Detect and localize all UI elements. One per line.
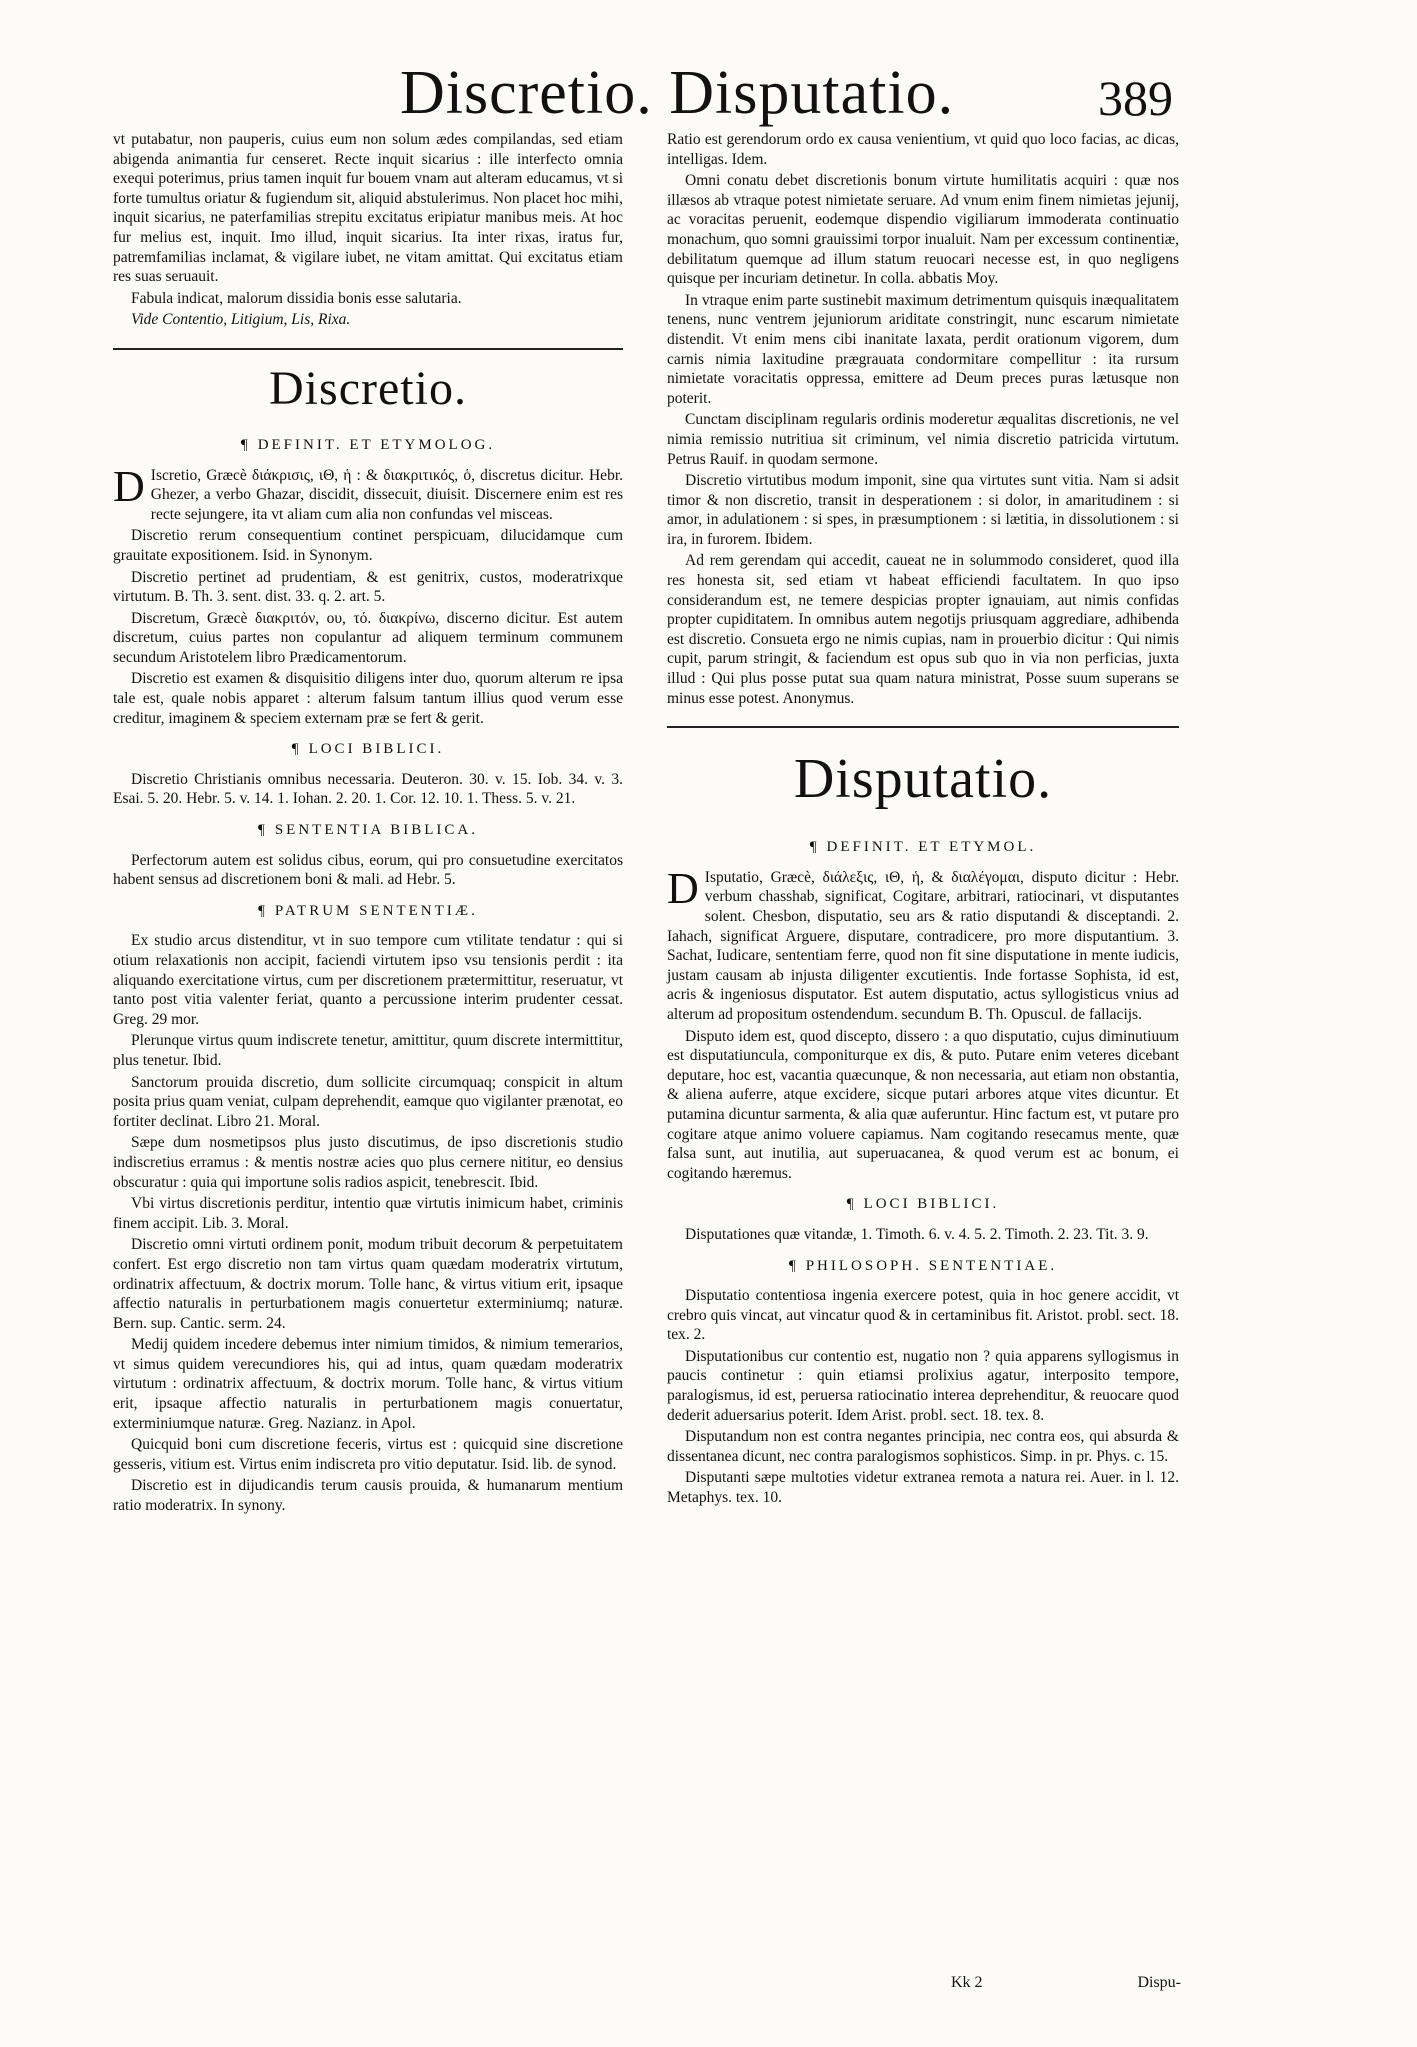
fable-moral: Fabula indicat, malorum dissidia bonis esse salutaria.: [131, 289, 462, 307]
biblical-reference: Disputationes quæ vitandæ, 1. Timoth. 6. v. 4. 5. 2. Timoth. 2. 23. Tit. 3. 9.: [685, 1225, 1149, 1243]
patristic-sentence: Vbi virtus discretionis perditur, intentio quæ virtutis inimicum habet, criminis finem accipit. Lib. 3. Moral.: [113, 1195, 623, 1232]
subheading-patrum-sententiae: ¶ PATRUM SENTENTIÆ.: [258, 902, 478, 919]
left-column: [113, 130, 623, 1518]
definition-paragraph: Discretio est examen & disquisitio diligens inter duo, quorum alterum re ipsa tale est, quale nobis apparet : alterum falsum tantum illius quod verum esse creditur, imaginem & speciem externam præ se fert & gerit.: [113, 670, 623, 727]
definition-paragraph: D Isputatio, Græcè, διάλεξις, ιΘ, ἡ, & διαλέγομαι, disputo dicitur : Hebr. verbum chasshab, significat, Cogitare, arbitrari, ratiocinari, vt disputantes solent. Chesbon, disputatio, seu ars & ratio disputandi & disceptandi. 2. Iahach, significat Arguere, disputare, contradicere, pro more disputantium. 3. Sachat, Iudicare, sententiam ferre, quod non fit sine disputatione in mente iudicis, justam causam ab injusta diligenter excutientis. Inde fortasse Sophista, id est, acris & ingeniosus disputator. Est autem disputatio, actus syllogisticus vnius ad alterum ad propositum ostendendum. secundum B. Th. Opuscul. de fallacijs.: [667, 863, 1179, 1023]
drop-cap: D: [667, 863, 699, 913]
fable-paragraph: vt putabatur, non pauperis, cuius eum non solum ædes compilandas, sed etiam abigenda animantia fur censeret. Recte inquit sicarius : ille interfecto omnia exequi poterimus, prius tamen inquit fur bouem vnam aut alteram educamus, vt si forte tumultus oriatur & fugiendum sit, aliquid abstulerimus. Non placet hoc mihi, inquit sicarius, ne paterfamilias strepitu excitatus eripiatur manibus meis. At hoc fur melius est, inquit. Imo illud, inquit sicarius. Ita inter rixas, iratus fur, patremfamilias inclamat, & vigilare iubet, ne vitam amittat. Qui excitatus etiam res suas seruauit.: [113, 131, 623, 286]
signature-mark: Kk 2: [951, 1974, 983, 1991]
section-mark: ¶: [788, 1257, 796, 1274]
definition-paragraph: Discretum, Græcè διακριτόν, ου, τό. διακρίνω, discerno dicitur. Est autem discretum, cuius partes non copulantur ad aliquem terminum communem secundum Aristotelem libro Prædicamentorum.: [113, 609, 623, 666]
subheading-definit: ¶ DEFINIT. ET ETYMOLOG.: [240, 436, 496, 453]
biblical-sentence: Perfectorum autem est solidus cibus, eorum, qui pro consuetudine exercitatos habent sensus ad discretionem boni & mali. ad Hebr. 5.: [113, 851, 623, 889]
philosophical-sentence: Disputatio contentiosa ingenia exercere potest, quia in hoc genere accidit, vt crebro quis vincat, aut vincatur quod & in certaminibus fit. Aristot. probl. sect. 18. tex. 2.: [667, 1287, 1179, 1344]
biblical-reference: Discretio Christianis omnibus necessaria. Deuteron. 30. v. 15. Iob. 34. v. 3. Esai. 5. 20. Hebr. 5. v. 14. 1. Iohan. 2. 20. 1. Cor. 12. 10. 1. Thess. 5. v. 21.: [113, 770, 623, 808]
subheading-loci-biblici: ¶ LOCI BIBLICI.: [846, 1196, 1000, 1213]
philosophical-sentence: Disputationibus cur contentio est, nugatio non ? quia apparens syllogismus in paucis continetur : quin etiamsi prolixius agatur, interposito tempore, paralogismus, id est, peruersa ratiocinatio interea deprehenditur, & reuocare quod dederit aduersarius poterit. Idem Arist. probl. sect. 18. tex. 8.: [667, 1347, 1179, 1424]
sentence-paragraph: Ad rem gerendam qui accedit, caueat ne in solummodo consideret, quod illa res honesta sit, sed etiam vt habeat efficiendi facultatem. In quo ipso considerandum est, ne temere despicias propter ignauiam, aut nimis confidas propter cupiditatem. In omnibus autem negotijs priusquam aggrediare, adhibenda est discretio. Consueta ergo ne nimis cupias, nam in prouerbio dicitur : Qui nimis cupit, parum stringit, & faciendum est opus sub quo in via non perficias, juxta illud : Qui plus posse putat sua quam natura ministrat, Posse suum superans se minus esse potest. Anonymus.: [667, 552, 1179, 707]
section-mark: ¶: [258, 902, 265, 919]
subheading-definit: ¶ DEFINIT. ET ETYMOL.: [809, 839, 1037, 856]
patristic-sentence: Sæpe dum nosmetipsos plus justo discutimus, de ipso discretionis studio indiscretius erramus : & mentis nostræ acies quo plus cernere nititur, eo densius obscuratur : quia qui importune solis radios aspicit, tenebrescit. Ibid.: [113, 1134, 623, 1191]
patristic-sentence: Quicquid boni cum discretione feceris, virtus est : quicquid sine discretione gesseris, vitium est. Virtus enim indiscreta pro vitio deputatur. Isid. lib. de synod.: [113, 1436, 623, 1473]
sentence-paragraph: Omni conatu debet discretionis bonum virtute humilitatis acquiri : quæ nos illæsos ab vtraque potest nimietate seruare. Ad vnum enim finem nimietas jejunij, ac voracitas peruenit, eodemque dispendio vigiliarum immoderata continuatio monachum, quo somni grauissimi torpor inualuit. Nam per excessum continentiæ, debilitatum quemque ad illum statum reuocari necesse est, in quo negligens quisque per incuriam detinetur. In colla. abbatis Moy.: [667, 172, 1179, 288]
definition-paragraph: Discretio rerum consequentium continet perspicuam, dilucidamque cum grauitate expositionem. Isid. in Synonym.: [113, 527, 623, 564]
subheading-philosoph-sententiae: ¶ PHILOSOPH. SENTENTIAE.: [788, 1257, 1058, 1274]
section-mark: ¶: [240, 436, 248, 453]
patristic-sentence: Medij quidem incedere debemus inter nimium timidos, & nimium temerarios, vt simus quidem verecundiores his, qui ad intus, quam quædam moderatrix virtutum : ordinatrix affectuum, & doctrix morum. Tolle hanc, & virtus vitium erit, ipsaque affectio naturalis in perturbationem magis conuertatur, exterminiumque naturæ. Greg. Nazianz. in Apol.: [113, 1336, 623, 1432]
page-footer: [951, 1974, 1181, 1992]
continued-paragraph: Ratio est gerendorum ordo ex causa venientium, vt quid quo loco facias, ac dicas, intelligas. Idem.: [667, 131, 1179, 168]
patristic-sentence: Plerunque virtus quum indiscrete tenetur, amittitur, quum discrete intermittitur, plus tenetur. Ibid.: [113, 1032, 623, 1069]
section-mark: ¶: [258, 822, 265, 839]
sentence-paragraph: Cunctam disciplinam regularis ordinis moderetur æqualitas discretionis, ne vel nimia remissio nutritiua sit criminum, vel nimia discretio patricida virtutum. Petrus Rauif. in quodam sermone.: [667, 411, 1179, 468]
running-head: Discretio. Disputatio.: [400, 59, 955, 127]
sentence-paragraph: In vtraque enim parte sustinebit maximum detrimentum quisquis inæqualitatem tenens, nunc ventrem jejuniorum ariditate constringit, nunc escarum nimietate distendit. Vt enim mens cibi inanitate laxata, perdit orationum vigorem, dum carnis nimia laxitudine prægrauata condormitare compellitur : ita rursum nimietate voracitatis oppressa, emittere ad Deum preces puras lætusque non poterit.: [667, 291, 1179, 407]
catchword: Dispu-: [1137, 1974, 1181, 1991]
patristic-sentence: Discretio omni virtuti ordinem ponit, modum tribuit decorum & perpetuitatem confert. Est ergo discretio non tam virtus quam quædam moderatrix virtutum, ordinatrix affectuum, & doctrix morum. Tolle hanc, & virtus vitium erit, ipsaque affectio naturalis in perturbationem magis conuertetur exterminiumq; naturæ. Bern. sup. Cantic. serm. 24.: [113, 1236, 623, 1332]
subheading-sententia-biblica: ¶ SENTENTIA BIBLICA.: [258, 822, 478, 839]
right-column: [667, 130, 1179, 1510]
philosophical-sentence: Disputandum non est contra negantes principia, nec contra eos, qui absurda & dissentanea dicunt, nec contra paralogismos sophisticos. Simp. in pr. Phys. c. 15.: [667, 1428, 1179, 1465]
definition-paragraph: Disputo idem est, quod discepto, dissero : a quo disputatio, cujus diminutiuum est disputatiuncula, componiturque ex dis, & puto. Putare enim veteres dicebant deputare, hoc est, vacantia quæcunque, & non necessaria, aut etiam non obstantia, & aliena auferre, atque excidere, sicque putari arbores atque vites dicuntur. Et putamina dicuntur sarmenta, & alia quæ auferuntur. Hinc factum est, vt putare pro cogitare atque animo voluere capiamus. Nam cogitando resecamus mente, quæ falsa sunt, aut inutilia, aut superuacanea, & quod verum est ac bonum, ei cogitando hæremus.: [667, 1027, 1179, 1182]
philosophical-sentence: Disputanti sæpe multoties videtur extranea remota a natura rei. Auer. in l. 12. Metaphys. tex. 10.: [667, 1469, 1179, 1507]
drop-cap: D: [113, 461, 145, 511]
sentence-paragraph: Discretio virtutibus modum imponit, sine qua virtutes sunt vitia. Nam si adsit timor & non discretio, transit in desperationem : si dolor, in amaritudinem : si amor, in adulationem : si spes, in præsumptionem : si lætitia, in dissolutionem : si ira, in furorem. Ibidem.: [667, 472, 1179, 548]
definition-paragraph: D Iscretio, Græcè διάκρισις, ιΘ, ἡ : & διακριτικός, ὁ, discretus dicitur. Hebr. Ghezer, a verbo Ghazar, discidit, dissecuit, diuisit. Discernere enim est res recte sejungere, ita vt aliam cum alia non confundas vel misceas.: [113, 461, 623, 523]
section-mark: ¶: [809, 839, 817, 856]
patristic-sentence: Sanctorum prouida discretio, dum sollicite circumquaq; conspicit in altum posita prius quam veniat, culpam deprehendit, eamque quo vigilanter prænotat, eo fortiter declinat. Libro 21. Moral.: [113, 1073, 623, 1130]
definition-paragraph: Discretio pertinet ad prudentiam, & est genitrix, custos, moderatrixque virtutum. B. Th. 3. sent. dist. 33. q. 2. art. 5.: [113, 568, 623, 606]
section-mark: ¶: [291, 741, 299, 758]
section-divider: [113, 348, 623, 350]
cross-reference: Vide Contentio, Litigium, Lis, Rixa.: [131, 311, 351, 329]
page-number: 389: [1098, 70, 1173, 126]
section-divider: [667, 726, 1179, 728]
section-title-discretio: Discretio.: [269, 361, 467, 415]
section-mark: ¶: [846, 1196, 854, 1213]
patristic-sentence: Ex studio arcus distenditur, vt in suo tempore cum vtilitate tendatur : qui si otium relaxationis non accipit, faciendi virtutem ipso vsu tensionis perdit : ita aliquando exercitatione virtus, cum per discretionem prætermittitur, reseruatur, vt tanto post vitia valenter feriat, quanto a percussione interim prudenter cessat. Greg. 29 mor.: [113, 932, 623, 1028]
section-title-disputatio: Disputatio.: [793, 748, 1053, 811]
patristic-sentence: Discretio est in dijudicandis terum causis prouida, & humanarum mentium ratio moderatrix. In synony.: [113, 1477, 623, 1515]
subheading-loci-biblici: ¶ LOCI BIBLICI.: [291, 741, 445, 758]
